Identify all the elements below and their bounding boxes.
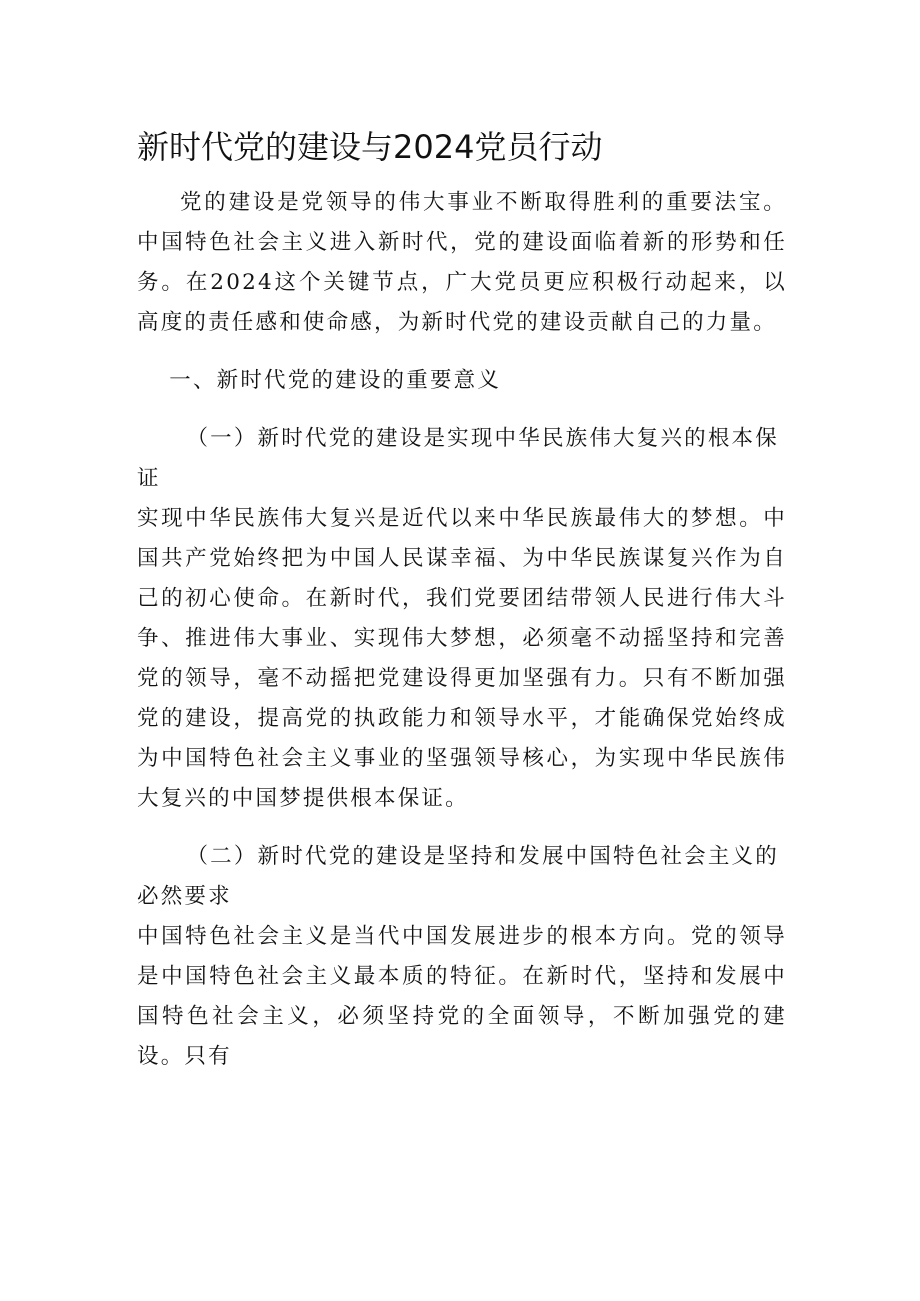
subsection-heading-1: （一）新时代党的建设是实现中华民族伟大复兴的根本保证 <box>137 426 779 491</box>
intro-paragraph: 党的建设是党领导的伟大事业不断取得胜利的重要法宝。中国特色社会主义进入新时代，党的建设面临着新的形势和任务。在2024这个关键节点，广大党员更应积极行动起来，以高度的责任感和使命感，为新时代党的建设贡献自己的力量。 <box>137 190 787 335</box>
subsection-body-1: 实现中华民族伟大复兴是近代以来中华民族最伟大的梦想。中国共产党始终把为中国人民谋幸福、为中华民族谋复兴作为自己的初心使命。在新时代，我们党要团结带领人民进行伟大斗争、推进伟大事业、实现伟大梦想，必须毫不动摇坚持和完善党的领导，毫不动摇把党建设得更加坚强有力。只有不断加强党的建设，提高党的执政能力和领导水平，才能确保党始终成为中国特色社会主义事业的坚强领导核心，为实现中华民族伟大复兴的中国梦提供根本保证。 <box>137 506 787 811</box>
document-title: 新时代党的建设与2024党员行动 <box>137 128 603 166</box>
subsection-heading-2: （二）新时代党的建设是坚持和发展中国特色社会主义的必然要求 <box>137 844 779 909</box>
section-heading: 一、新时代党的建设的重要意义 <box>169 368 502 393</box>
document-body <box>137 125 787 1077</box>
subsection-body-2: 中国特色社会主义是当代中国发展进步的根本方向。党的领导是中国特色社会主义最本质的特征。在新时代，坚持和发展中国特色社会主义，必须坚持党的全面领导，不断加强党的建设。只有 <box>137 924 787 1069</box>
